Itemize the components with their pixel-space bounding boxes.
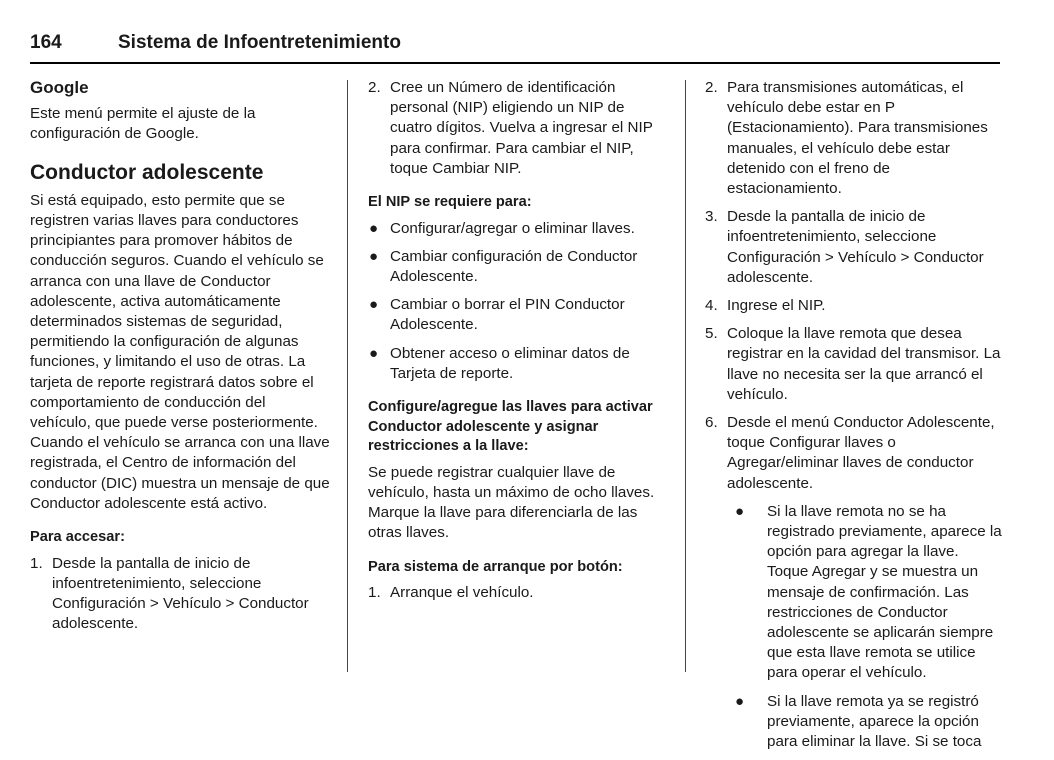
bullet-text: Cambiar configuración de Conductor Adolescente. (390, 247, 638, 286)
column-divider (347, 80, 348, 672)
column-3 (705, 78, 1003, 760)
column-divider (685, 80, 686, 672)
page-header (30, 32, 1000, 62)
list-item (705, 502, 1003, 684)
chapter-title: Sistema de Infoentretenimiento (118, 32, 401, 53)
step-text: Desde el menú Conductor Adolescente, toque Configurar llaves o Agregar/eliminar llaves de conductor adolescente. (727, 414, 995, 492)
bullet-text: Obtener acceso o eliminar datos de Tarjeta de reporte. (390, 344, 630, 382)
step-number: 4. (705, 297, 718, 315)
list-item (368, 344, 668, 384)
list-item (705, 78, 1003, 199)
config-heading: Configure/agregue las llaves para activar Conductor adolescente y asignar restricciones a la llave: (368, 399, 653, 455)
step-number: 1. (30, 554, 43, 572)
bullet-icon: ● (369, 296, 379, 314)
section-title: Conductor adolescente (30, 160, 264, 184)
page-number: 164 (30, 32, 62, 53)
list-item (705, 413, 1003, 494)
step-number: 1. (368, 584, 381, 602)
bullet-text: Si la llave remota no se ha registrado previamente, aparece la opción para agregar la llave. Toque Agregar y se muestra un mensaje de confirmación. Las restricciones de Conductor adolescente se aplicarán siempre que esta llave remota se utilice para operar el vehículo. (767, 502, 1002, 682)
column-2 (368, 78, 668, 611)
list-item (368, 219, 668, 239)
step-text: Ingrese el NIP. (727, 297, 826, 315)
step-number: 3. (705, 208, 718, 226)
bullet-icon: ● (369, 219, 379, 237)
list-item (30, 554, 330, 635)
step-text: Cree un Número de identificación personal (NIP) eligiendo un NIP de cuatro dígitos. Vuelva a ingresar el NIP para confirmar. Para cambiar el NIP, toque Cambiar NIP. (390, 79, 653, 177)
nip-heading: El NIP se requiere para: (368, 194, 532, 211)
bullet-text: Cambiar o borrar el PIN Conductor Adolescente. (390, 296, 625, 334)
bullet-text: Configurar/agregar o eliminar llaves. (390, 219, 635, 237)
access-heading: Para accesar: (30, 529, 125, 546)
step-text: Para transmisiones automáticas, el vehículo debe estar en P (Estacionamiento). Para transmisiones manuales, el vehículo debe estar detenido con el freno de estacionamiento. (727, 79, 988, 198)
column-1 (30, 78, 330, 642)
step-number: 5. (705, 325, 718, 343)
bullet-icon: ● (369, 344, 379, 362)
bullet-icon: ● (735, 502, 745, 520)
step-text: Coloque la llave remota que desea registrar en la cavidad del transmisor. La llave no necesita ser la que arrancó el vehículo. (727, 325, 1001, 403)
list-item (705, 692, 1003, 753)
list-item (368, 78, 668, 179)
step-text: Arranque el vehículo. (390, 584, 534, 602)
config-paragraph: Se puede registrar cualquier llave de vehículo, hasta un máximo de ocho llaves. Marque la llave para diferenciarla de las otras llaves. (368, 463, 655, 542)
bullet-icon: ● (369, 247, 379, 265)
step-number: 2. (705, 79, 718, 96)
list-item (368, 295, 668, 335)
list-item (368, 247, 668, 287)
bullet-icon: ● (735, 692, 745, 710)
list-item (705, 324, 1003, 405)
step-number: 2. (368, 79, 381, 96)
bullet-text: Si la llave remota ya se registró previamente, aparece la opción para eliminar la llave. Si se toca (767, 692, 982, 751)
step-text: Desde la pantalla de inicio de infoentretenimiento, seleccione Configuración > Vehículo > Conductor adolescente. (727, 208, 984, 286)
step-text: Desde la pantalla de inicio de infoentretenimiento, seleccione Configuración > Vehículo > Conductor adolescente. (52, 554, 309, 633)
push-start-heading: Para sistema de arranque por botón: (368, 558, 623, 575)
google-heading: Google (30, 78, 89, 97)
list-item (705, 296, 1003, 316)
google-paragraph: Este menú permite el ajuste de la configuración de Google. (30, 105, 256, 143)
header-divider (30, 62, 1000, 64)
step-number: 6. (705, 414, 718, 432)
list-item (368, 583, 668, 603)
list-item (705, 207, 1003, 288)
intro-paragraph: Si está equipado, esto permite que se registren varias llaves para conductores principiantes para promover hábitos de conducción seguros. Cuando el vehículo se arranca con una llave de Conductor adolescente, activa automáticamente determinados sistemas de seguridad, permitiendo la configuración de algunas funciones, y limitando el uso de otras. La tarjeta de reporte registrará datos sobre el comportamiento de conducción del vehículo, que puede verse posteriormente. Cuando el vehículo se arranca con una llave registrada, el Centro de información del conductor (DIC) muestra un mensaje de que Conductor adolescente está activo. (30, 191, 330, 512)
